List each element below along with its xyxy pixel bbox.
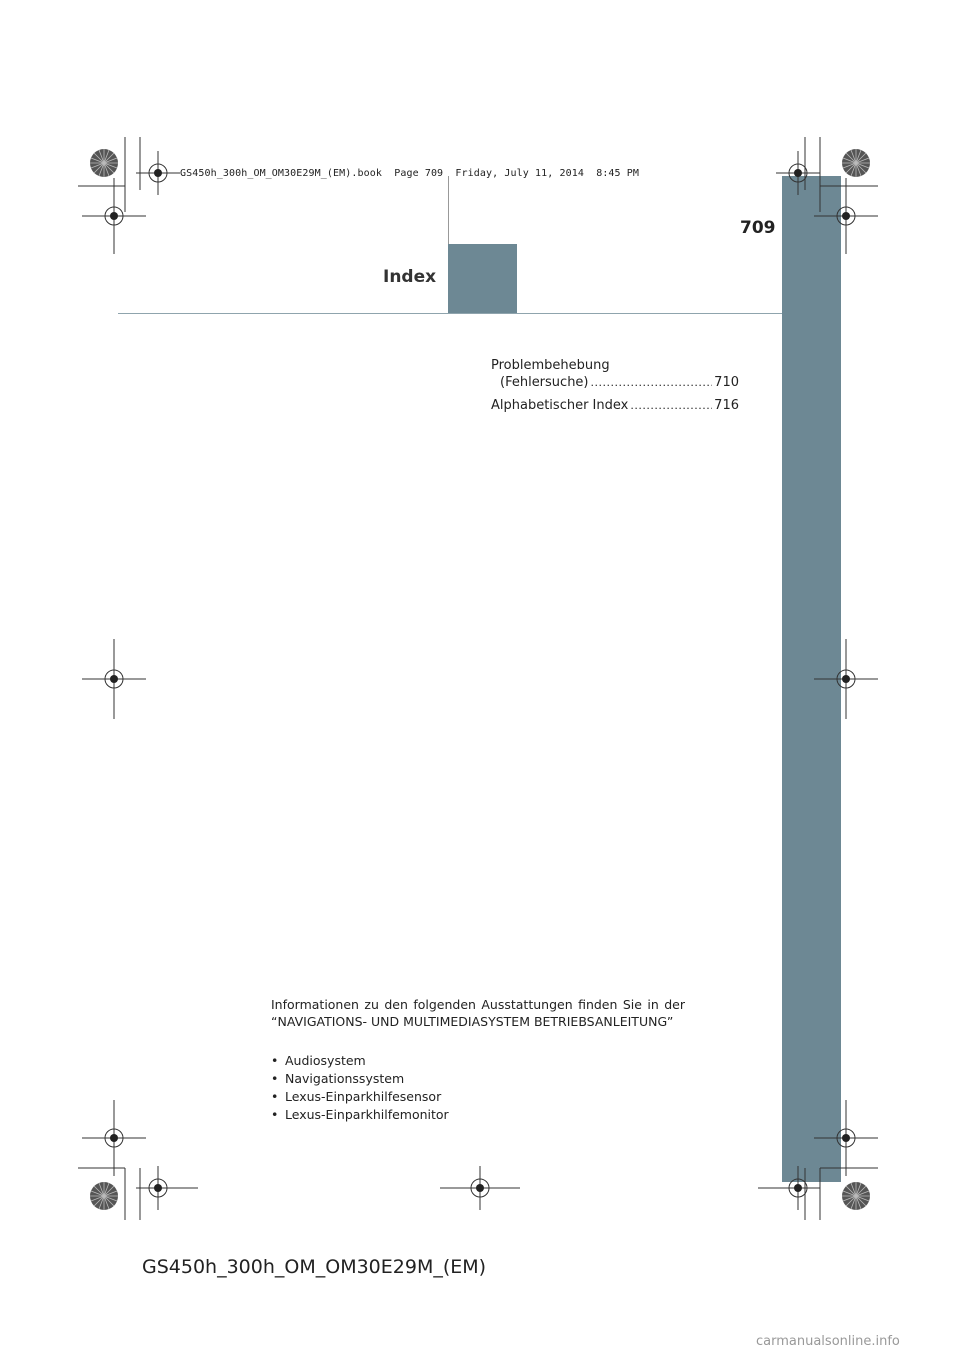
bullet-icon: •: [271, 1053, 279, 1068]
bullet-icon: •: [271, 1071, 279, 1086]
toc-entry-page: 710: [714, 375, 739, 390]
crosshair-marks: [82, 151, 878, 1210]
starburst-marks: [90, 149, 870, 1210]
toc-entry-label: Alphabetischer Index: [491, 398, 629, 413]
section-title: Index: [383, 267, 437, 287]
file-stamp: GS450h_300h_OM_OM30E29M_(EM).book Page 709 Friday, July 11, 2014 8:45 PM: [180, 168, 640, 179]
toc-entry[interactable]: [491, 357, 739, 390]
intro-paragraph: Informationen zu den folgenden Ausstattungen finden Sie in der “NAVIGATIONS- UND MULTIMEDIASYSTEM BETRIEBSANLEITUNG”: [271, 997, 685, 1029]
toc-entry-label-continued: (Fehlersuche): [500, 375, 589, 390]
toc-entry[interactable]: [491, 398, 739, 413]
bullet-icon: •: [271, 1089, 279, 1104]
feature-list: [271, 1052, 449, 1124]
list-item: • Lexus-Einparkhilfesensor: [271, 1089, 442, 1104]
watermark: carmanualsonline.info: [756, 1334, 900, 1349]
toc-leader-dots: [630, 399, 712, 412]
list-item: • Lexus-Einparkhilfemonitor: [271, 1107, 449, 1122]
toc-leader-dots: [591, 376, 713, 389]
toc-entry-label: Problembehebung: [491, 358, 610, 373]
toc-entry-page: 716: [714, 398, 739, 413]
document-footer: GS450h_300h_OM_OM30E29M_(EM): [142, 1256, 487, 1278]
list-item: • Navigationssystem: [271, 1071, 405, 1086]
page-number: 709: [740, 218, 776, 238]
bullet-icon: •: [271, 1107, 279, 1122]
table-of-contents: [491, 357, 739, 413]
list-item: • Audiosystem: [271, 1053, 366, 1068]
